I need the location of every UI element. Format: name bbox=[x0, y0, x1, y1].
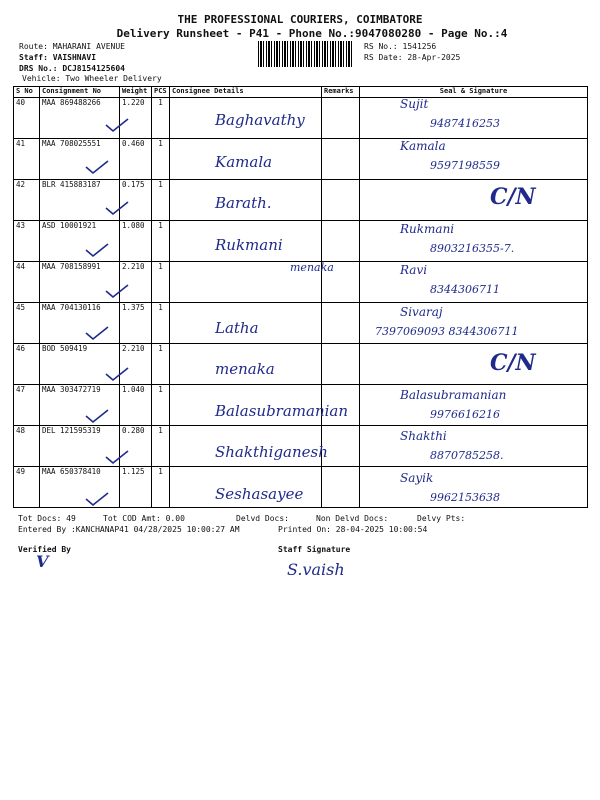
receiver-signature: Kamala bbox=[400, 138, 446, 153]
row-consignment-no: MAA 708158991 bbox=[40, 262, 120, 303]
col-seal-signature: Seal & Signature bbox=[360, 87, 588, 98]
col-consignee: Consignee Details bbox=[170, 87, 322, 98]
row-pcs: 1 bbox=[152, 385, 170, 426]
receiver-signature: C/N bbox=[490, 184, 536, 210]
barcode bbox=[258, 41, 354, 67]
row-weight: 2.210 bbox=[120, 344, 152, 385]
entered-by: Entered By :KANCHANAP41 04/28/2025 10:00:27 AM bbox=[18, 525, 240, 534]
row-consignment-no: BLR 415883187 bbox=[40, 180, 120, 221]
receiver-phone: 9597198559 bbox=[430, 158, 500, 172]
check-mark-icon bbox=[84, 242, 110, 258]
receiver-phone: 7397069093 8344306711 bbox=[375, 324, 519, 338]
check-mark-icon bbox=[84, 159, 110, 175]
check-mark-icon bbox=[84, 491, 110, 507]
receiver-phone: 8903216355-7. bbox=[430, 241, 515, 255]
non-delvd-docs: Non Delvd Docs: bbox=[316, 514, 389, 523]
row-consignment-no: DEL 121595319 bbox=[40, 426, 120, 467]
row-consignment-no: MAA 708025551 bbox=[40, 139, 120, 180]
row-sno: 49 bbox=[14, 467, 40, 508]
row-pcs: 1 bbox=[152, 98, 170, 139]
receiver-signature: Sujit bbox=[400, 97, 429, 111]
receiver-signature: Rukmani bbox=[400, 221, 455, 236]
row-sno: 43 bbox=[14, 221, 40, 262]
consignee-handwriting: Balasubramanian bbox=[215, 401, 349, 420]
row-weight: 0.460 bbox=[120, 139, 152, 180]
runsheet-subtitle: Delivery Runsheet - P41 - Phone No.:9047080280 - Page No.:4 bbox=[116, 27, 508, 40]
row-remarks bbox=[322, 344, 360, 385]
verified-by-label: Verified By bbox=[18, 545, 71, 554]
receiver-phone: 9976616216 bbox=[430, 407, 500, 421]
row-seal-signature-cell bbox=[360, 180, 588, 221]
tot-cod-amt: Tot COD Amt: 0.00 bbox=[103, 514, 185, 523]
row-sno: 44 bbox=[14, 262, 40, 303]
col-remarks: Remarks bbox=[322, 87, 360, 98]
delvy-pts: Delvy Pts: bbox=[417, 514, 466, 523]
col-weight: Weight bbox=[120, 87, 152, 98]
consignee-handwriting: Latha bbox=[215, 318, 259, 337]
consignee-handwriting: Rukmani bbox=[215, 235, 283, 254]
row-consignment-no: ASD 10001921 bbox=[40, 221, 120, 262]
row-remarks bbox=[322, 139, 360, 180]
row-remarks bbox=[322, 221, 360, 262]
row-sno: 47 bbox=[14, 385, 40, 426]
row-pcs: 1 bbox=[152, 344, 170, 385]
company-title: THE PROFESSIONAL COURIERS, COIMBATORE bbox=[177, 13, 423, 26]
row-sno: 46 bbox=[14, 344, 40, 385]
staff-handwritten-signature: S.vaish bbox=[287, 560, 345, 579]
row-consignment-no: MAA 869488266 bbox=[40, 98, 120, 139]
check-mark-icon bbox=[104, 283, 130, 299]
row-remarks bbox=[322, 303, 360, 344]
staff-text: Staff: VAISHNAVI bbox=[19, 53, 97, 62]
col-consignment: Consignment No bbox=[40, 87, 120, 98]
rs-date: RS Date: 28-Apr-2025 bbox=[364, 53, 461, 62]
delvd-docs: Delvd Docs: bbox=[236, 514, 289, 523]
row-seal-signature-cell bbox=[360, 344, 588, 385]
row-pcs: 1 bbox=[152, 180, 170, 221]
drs-number: DRS No.: DCJ8154125604 bbox=[19, 64, 125, 73]
row-pcs: 1 bbox=[152, 221, 170, 262]
printed-on: Printed On: 28-04-2025 10:00:54 bbox=[278, 525, 428, 534]
row-pcs: 1 bbox=[152, 139, 170, 180]
receiver-signature: C/N bbox=[490, 350, 536, 376]
row-sno: 45 bbox=[14, 303, 40, 344]
receiver-phone: 8344306711 bbox=[430, 283, 500, 296]
receiver-signature: Shakthi bbox=[400, 429, 447, 443]
col-sno: S No bbox=[14, 87, 40, 98]
row-weight: 1.220 bbox=[120, 98, 152, 139]
consignee-handwriting: menaka bbox=[215, 360, 275, 378]
row-weight: 0.175 bbox=[120, 180, 152, 221]
row-pcs: 1 bbox=[152, 467, 170, 508]
check-mark-icon bbox=[104, 117, 130, 133]
row-consignment-no: MAA 303472719 bbox=[40, 385, 120, 426]
row-seal-signature-cell bbox=[360, 262, 588, 303]
row-sno: 48 bbox=[14, 426, 40, 467]
verified-signature: V bbox=[36, 552, 49, 571]
row-weight: 1.040 bbox=[120, 385, 152, 426]
table-header-row bbox=[14, 87, 588, 98]
check-mark-icon bbox=[104, 366, 130, 382]
row-sno: 42 bbox=[14, 180, 40, 221]
consignee-handwriting: Seshasayee bbox=[215, 484, 304, 503]
consignee-handwriting: Shakthiganesh bbox=[215, 443, 328, 461]
consignee-handwriting: Kamala bbox=[215, 152, 273, 171]
check-mark-icon bbox=[104, 200, 130, 216]
receiver-signature: Sivaraj bbox=[400, 304, 443, 319]
row-weight: 1.125 bbox=[120, 467, 152, 508]
check-mark-icon bbox=[84, 408, 110, 424]
row-weight: 1.080 bbox=[120, 221, 152, 262]
row-sno: 40 bbox=[14, 98, 40, 139]
row-pcs: 1 bbox=[152, 262, 170, 303]
check-mark-icon bbox=[84, 325, 110, 341]
row-pcs: 1 bbox=[152, 303, 170, 344]
row-pcs: 1 bbox=[152, 426, 170, 467]
consignee-handwriting: Baghavathy bbox=[215, 111, 305, 129]
receiver-phone: 9962153638 bbox=[430, 490, 500, 504]
receiver-phone: 9487416253 bbox=[430, 117, 500, 130]
row-remarks bbox=[322, 98, 360, 139]
tot-docs: Tot Docs: 49 bbox=[18, 514, 76, 523]
rs-number: RS No.: 1541256 bbox=[364, 42, 437, 51]
row-weight: 1.375 bbox=[120, 303, 152, 344]
receiver-phone: 8870785258. bbox=[430, 449, 504, 462]
vehicle-text: Vehicle: Two Wheeler Delivery bbox=[22, 74, 162, 83]
check-mark-icon bbox=[104, 449, 130, 465]
row-remarks bbox=[322, 180, 360, 221]
receiver-signature: Ravi bbox=[400, 263, 428, 277]
row-weight: 0.280 bbox=[120, 426, 152, 467]
staff-signature-label: Staff Signature bbox=[278, 545, 351, 554]
row-weight: 2.210 bbox=[120, 262, 152, 303]
receiver-signature: Balasubramanian bbox=[400, 387, 507, 402]
consignee-handwriting: menaka bbox=[290, 261, 334, 274]
row-remarks bbox=[322, 467, 360, 508]
receiver-signature: Sayik bbox=[400, 470, 434, 485]
row-sno: 41 bbox=[14, 139, 40, 180]
col-pcs: PCS bbox=[152, 87, 170, 98]
row-consignment-no: MAA 704130116 bbox=[40, 303, 120, 344]
row-consignment-no: BOD 509419 bbox=[40, 344, 120, 385]
route-text: Route: MAHARANI AVENUE bbox=[19, 42, 125, 51]
row-consignment-no: MAA 650378410 bbox=[40, 467, 120, 508]
consignee-handwriting: Barath. bbox=[215, 194, 272, 212]
